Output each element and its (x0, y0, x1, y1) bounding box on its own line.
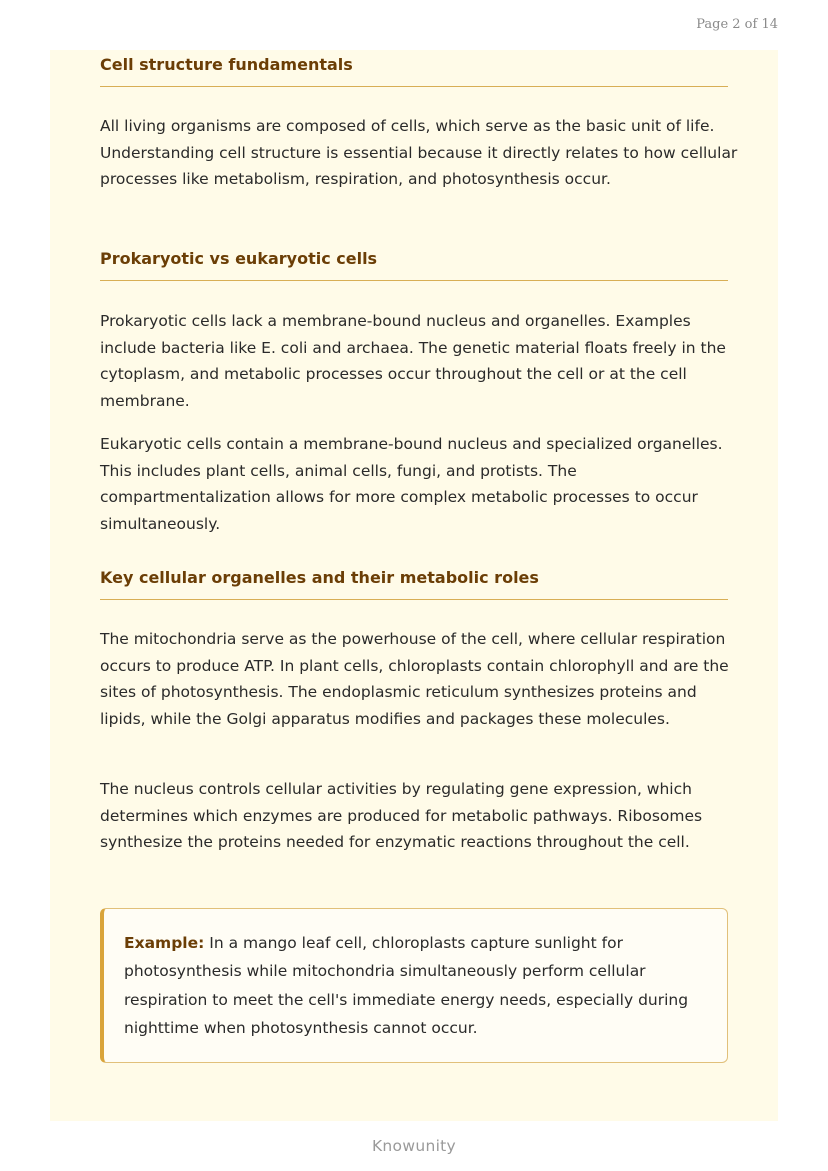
section-paragraph: Eukaryotic cells contain a membrane-bound nucleus and specialized organelles. This includes plant cells, animal cells, fungi, and protists. The compartmentalization allows for more complex metabolic processes to occur simultaneously. (100, 435, 723, 534)
page-number: Page 2 of 14 (696, 17, 778, 32)
section-divider (100, 280, 728, 281)
content-panel (50, 50, 778, 1121)
example-text (124, 929, 714, 1042)
section-paragraph: The nucleus controls cellular activities by regulating gene expression, which determines which enzymes are produced for metabolic pathways. Ribosomes synthesize the proteins needed for enzymatic reactions throughout the cell. (100, 780, 703, 852)
section-paragraph: All living organisms are composed of cells, which serve as the basic unit of life. Understanding cell structure is essential because it directly relates to how cellular processes like metabolism, respiration, and photosynthesis occur. (100, 117, 738, 189)
example-body: In a mango leaf cell, chloroplasts capture sunlight for photosynthesis while mitochondria simultaneously perform cellular respiration to meet the cell's immediate energy needs, especially during nighttime when photosynthesis cannot occur. (124, 934, 689, 1037)
section-paragraph: The mitochondria serve as the powerhouse of the cell, where cellular respiration occurs to produce ATP. In plant cells, chloroplasts contain chlorophyll and are the sites of photosynthesis. The endoplasmic reticulum synthesizes proteins and lipids, while the Golgi apparatus modifies and packages these molecules. (100, 630, 729, 729)
section-heading-prokaryotic-eukaryotic: Prokaryotic vs eukaryotic cells (100, 249, 378, 268)
section-heading-organelles: Key cellular organelles and their metabolic roles (100, 568, 539, 587)
section-heading-cell-structure: Cell structure fundamentals (100, 55, 353, 74)
section-divider (100, 86, 728, 87)
section-paragraph: Prokaryotic cells lack a membrane-bound nucleus and organelles. Examples include bacteria like E. coli and archaea. The genetic material floats freely in the cytoplasm, and metabolic processes occur throughout the cell or at the cell membrane. (100, 312, 726, 411)
example-label: Example: (124, 934, 205, 952)
footer-brand: Knowunity (371, 1137, 457, 1155)
example-callout (100, 908, 728, 1063)
section-divider (100, 599, 728, 600)
